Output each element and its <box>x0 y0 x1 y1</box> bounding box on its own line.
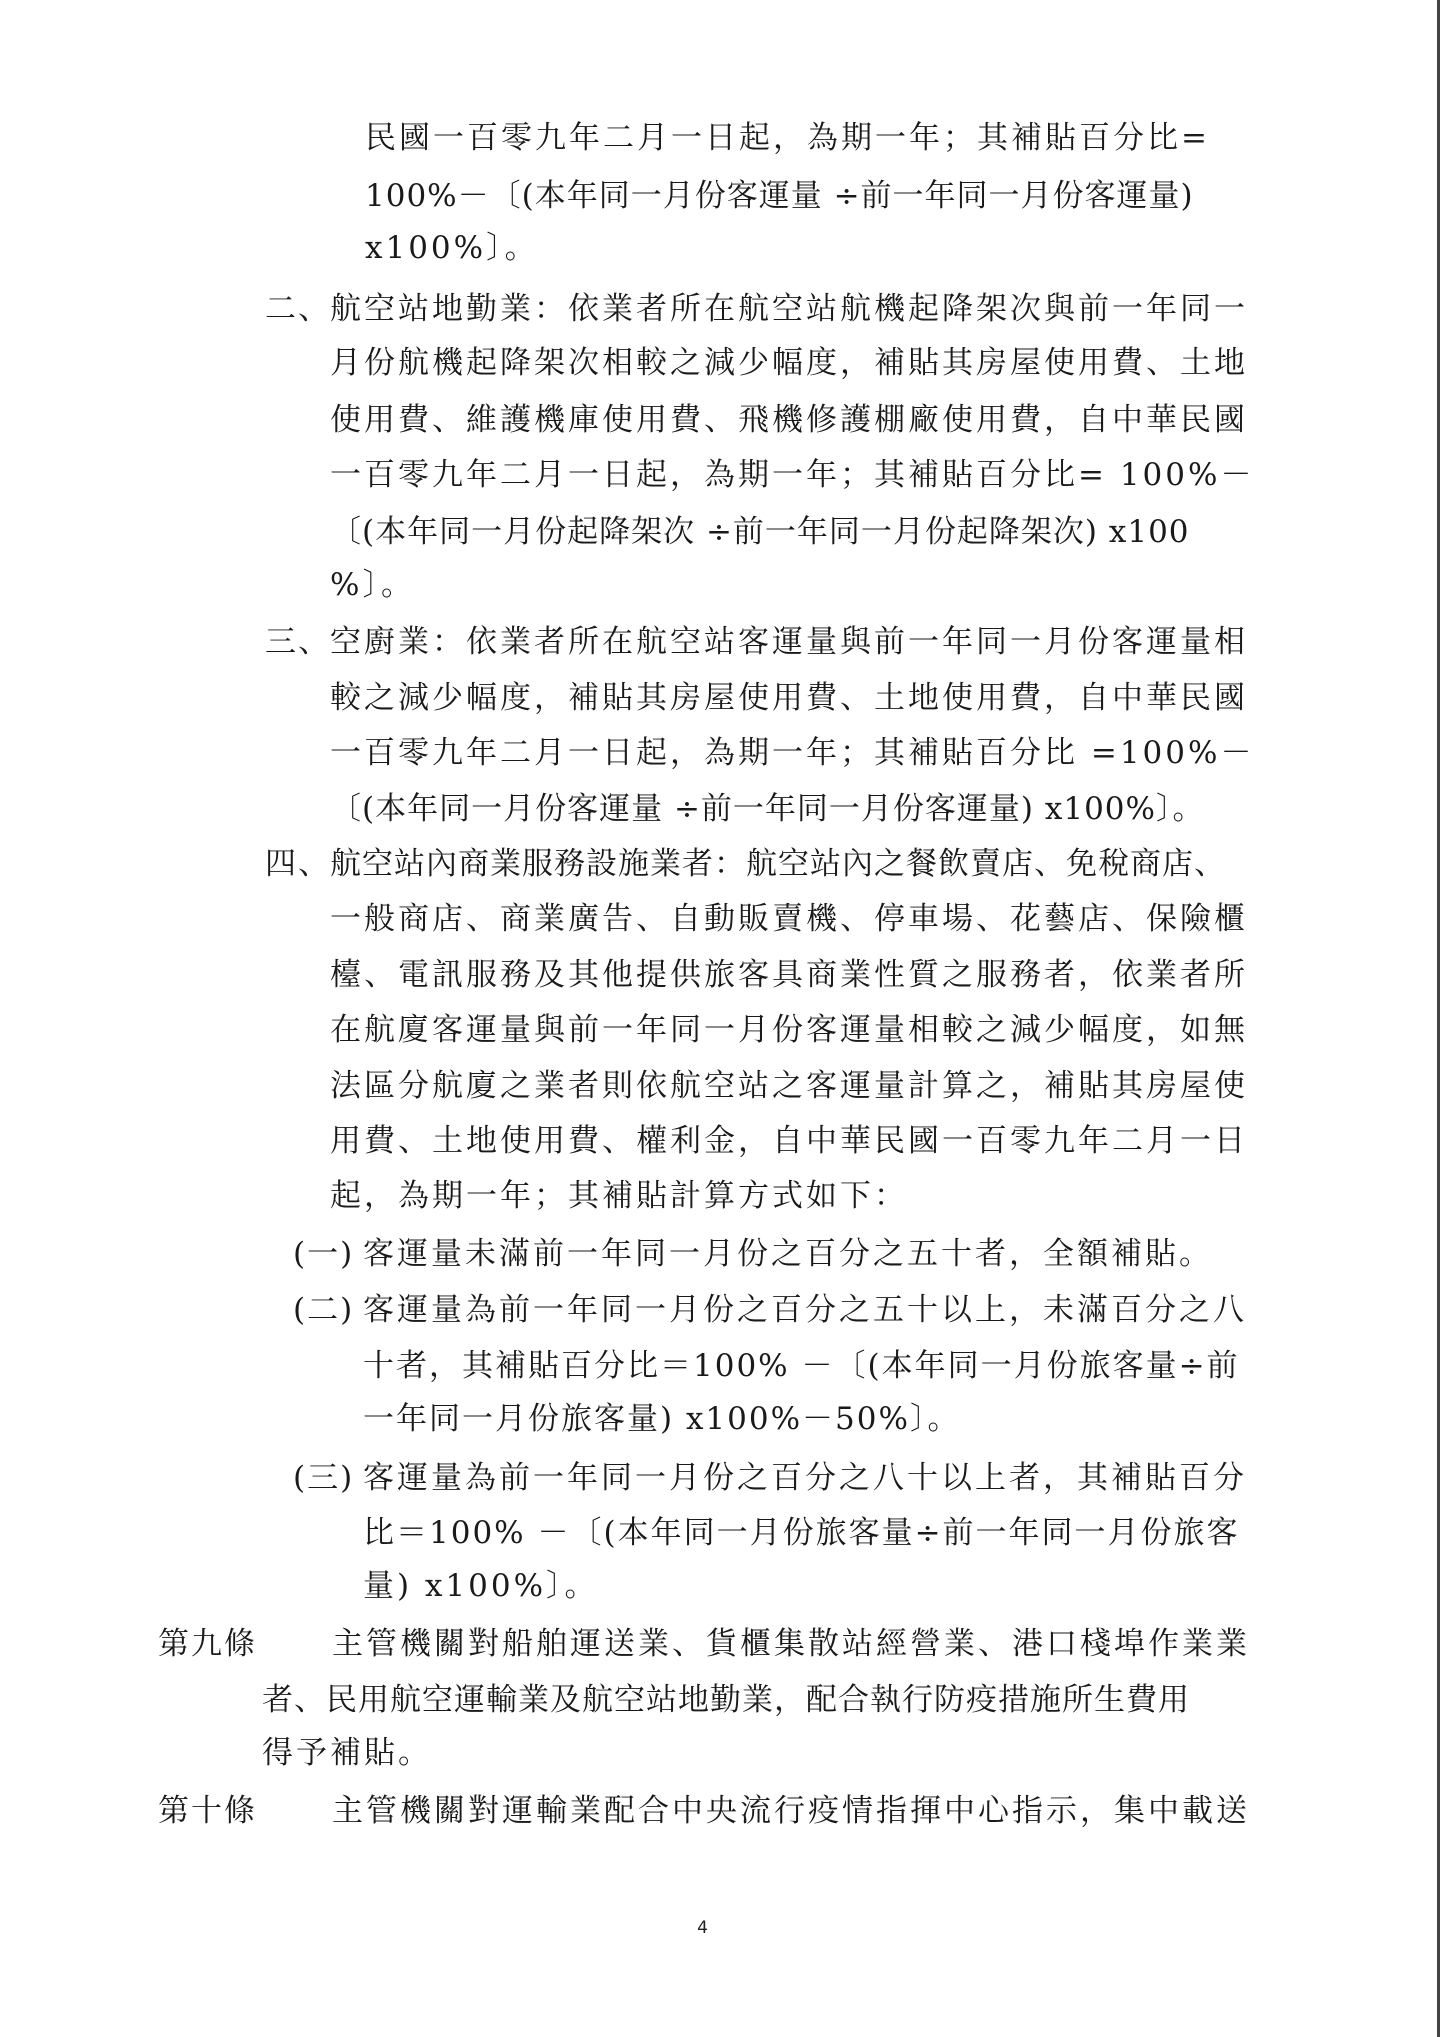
text-line: 空廚業：依業者所在航空站客運量與前一年同一月份客運量相 <box>330 624 1248 660</box>
text-line: 十者，其補貼百分比＝100% －〔(本年同一月份旅客量÷前 <box>363 1348 1240 1384</box>
text-line: 使用費、維護機庫使用費、飛機修護棚廠使用費，自中華民國 <box>330 402 1248 438</box>
subitem-number-3: (三) <box>293 1460 355 1496</box>
text-line: 〔(本年同一月份客運量 ÷前一年同一月份客運量) x100%〕。 <box>330 791 1205 827</box>
text-line: 航空站地勤業：依業者所在航空站航機起降架次與前一年同一 <box>330 291 1248 327</box>
text-line: 得予補貼。 <box>262 1735 432 1771</box>
article-10-label: 第十條 <box>158 1793 257 1829</box>
page-number: 4 <box>697 1918 708 1938</box>
text-line: 量) x100%〕。 <box>363 1568 599 1604</box>
text-line: 〔(本年同一月份起降架次 ÷前一年同一月份起降架次) x100 <box>330 514 1190 550</box>
text-line: 主管機關對船舶運送業、貨櫃集散站經營業、港口棧埠作業業 <box>332 1626 1250 1662</box>
text-line: 一百零九年二月一日起，為期一年；其補貼百分比 =100%－ <box>330 735 1255 771</box>
text-line: 檯、電訊服務及其他提供旅客具商業性質之服務者，依業者所 <box>330 957 1248 993</box>
item-number-4: 四、 <box>265 846 331 882</box>
text-line: 民國一百零九年二月一日起，為期一年；其補貼百分比= <box>365 120 1210 156</box>
item-number-2: 二、 <box>265 291 331 327</box>
text-line: %〕。 <box>330 567 415 603</box>
text-line: 法區分航廈之業者則依航空站之客運量計算之，補貼其房屋使 <box>330 1068 1248 1104</box>
text-line: 一般商店、商業廣告、自動販賣機、停車場、花藝店、保險櫃 <box>330 901 1248 937</box>
text-line: 客運量未滿前一年同一月份之百分之五十者，全額補貼。 <box>363 1236 1213 1272</box>
text-line: 主管機關對運輸業配合中央流行疫情指揮中心指示，集中載送 <box>332 1793 1250 1829</box>
text-line: 100%－〔(本年同一月份客運量 ÷前一年同一月份客運量) <box>365 178 1194 214</box>
text-line: 較之減少幅度，補貼其房屋使用費、土地使用費，自中華民國 <box>330 680 1248 716</box>
subitem-number-2: (二) <box>293 1292 355 1328</box>
text-line: 航空站內商業服務設施業者：航空站內之餐飲賣店、免稅商店、 <box>330 846 1226 882</box>
text-line: x100%〕。 <box>365 230 539 266</box>
text-line: 起，為期一年；其補貼計算方式如下： <box>330 1178 908 1214</box>
text-line: 月份航機起降架次相較之減少幅度，補貼其房屋使用費、土地 <box>330 345 1248 381</box>
text-line: 比＝100% －〔(本年同一月份旅客量÷前一年同一月份旅客 <box>363 1515 1240 1551</box>
text-line: 用費、土地使用費、權利金，自中華民國一百零九年二月一日 <box>330 1123 1248 1159</box>
subitem-number-1: (一) <box>293 1236 355 1272</box>
item-number-3: 三、 <box>265 624 331 660</box>
text-line: 者、民用航空運輸業及航空站地勤業，配合執行防疫措施所生費用 <box>262 1682 1190 1718</box>
text-line: 一百零九年二月一日起，為期一年；其補貼百分比= 100%－ <box>330 457 1255 493</box>
text-line: 客運量為前一年同一月份之百分之八十以上者，其補貼百分 <box>363 1460 1247 1496</box>
text-line: 一年同一月份旅客量) x100%－50%〕。 <box>363 1401 961 1437</box>
text-line: 在航廈客運量與前一年同一月份客運量相較之減少幅度，如無 <box>330 1012 1248 1048</box>
article-9-label: 第九條 <box>158 1626 257 1662</box>
text-line: 客運量為前一年同一月份之百分之五十以上，未滿百分之八 <box>363 1292 1247 1328</box>
